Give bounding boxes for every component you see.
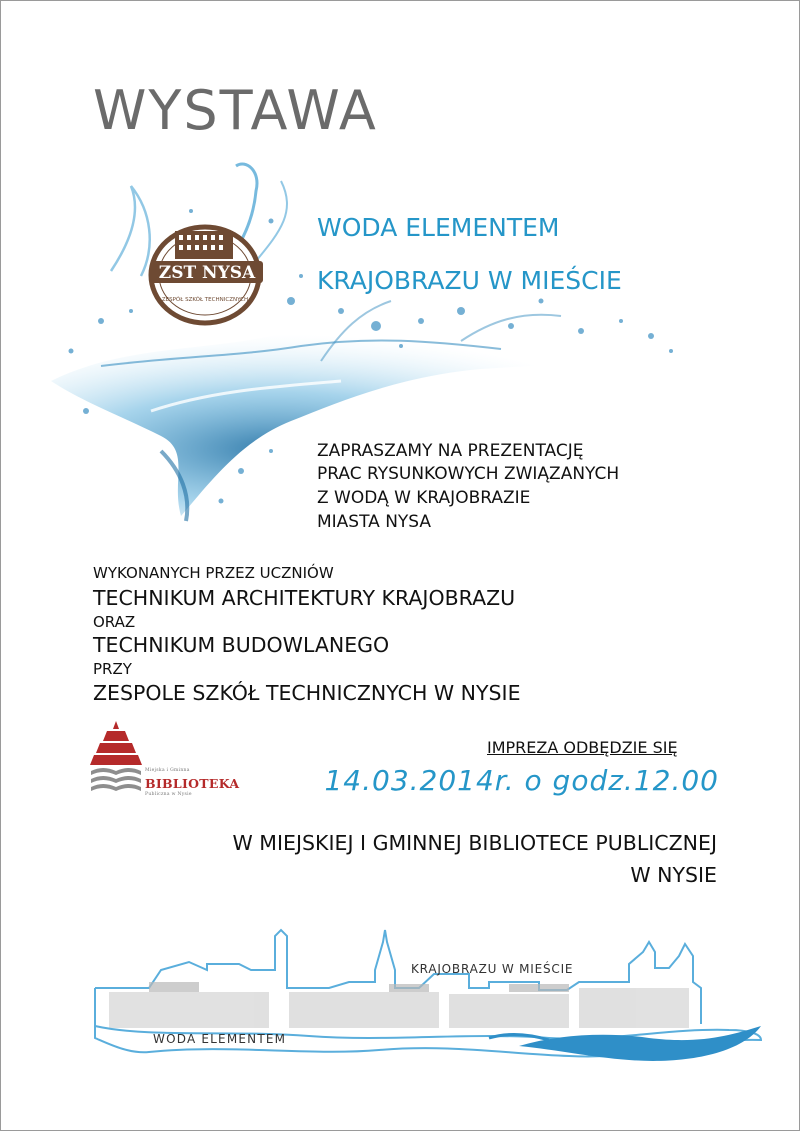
library-caption-bottom: Publiczna w Nysie [145,792,192,797]
event-datetime: 14.03.2014r. o godz.12.00 [324,764,719,797]
invitation-line-2: PRAC RYSUNKOWYCH ZWIĄZANYCH [317,464,620,484]
venue-line-1: W MIEJSKIEJ I GMINNEJ BIBLIOTECE PUBLICZNEJ [232,831,717,855]
poster-title: WYSTAWA [93,79,378,142]
invitation-line-1: ZAPRASZAMY NA PREZENTACJĘ [317,441,584,461]
conjunction-przy: PRZY [93,660,132,678]
subtitle-line-1: WODA ELEMENTEM [317,213,560,242]
event-label: IMPREZA ODBĘDZIE SIĘ [487,738,678,757]
performers-intro: WYKONANYCH PRZEZ UCZNIÓW [93,564,334,582]
venue-line-2: W NYSIE [630,863,717,887]
zst-nysa-logo [143,217,275,329]
invitation-line-4: MIASTA NYSA [317,512,432,532]
zst-logo-text: ZST NYSA [158,263,256,283]
school-architecture: TECHNIKUM ARCHITEKTURY KRAJOBRAZU [93,586,516,610]
school-construction: TECHNIKUM BUDOWLANEGO [93,633,390,657]
library-caption-top: Miejska i Gminna [145,768,190,773]
library-logo-icon [89,719,143,799]
library-name-text: BIBLIOTEKA [145,776,240,791]
skyline-label-top: KRAJOBRAZU W MIEŚCIE [411,962,574,976]
skyline-label-bottom: WODA ELEMENTEM [153,1032,287,1046]
zst-ring-text: ZESPÓŁ SZKÓŁ TECHNICZNYCH [161,297,249,303]
library-name [145,768,240,797]
subtitle-line-2: KRAJOBRAZU W MIEŚCIE [317,266,622,295]
invitation-line-3: Z WODĄ W KRAJOBRAZIE [317,488,531,508]
conjunction-oraz: ORAZ [93,613,136,631]
school-complex: ZESPOLE SZKÓŁ TECHNICZNYCH W NYSIE [93,681,521,705]
